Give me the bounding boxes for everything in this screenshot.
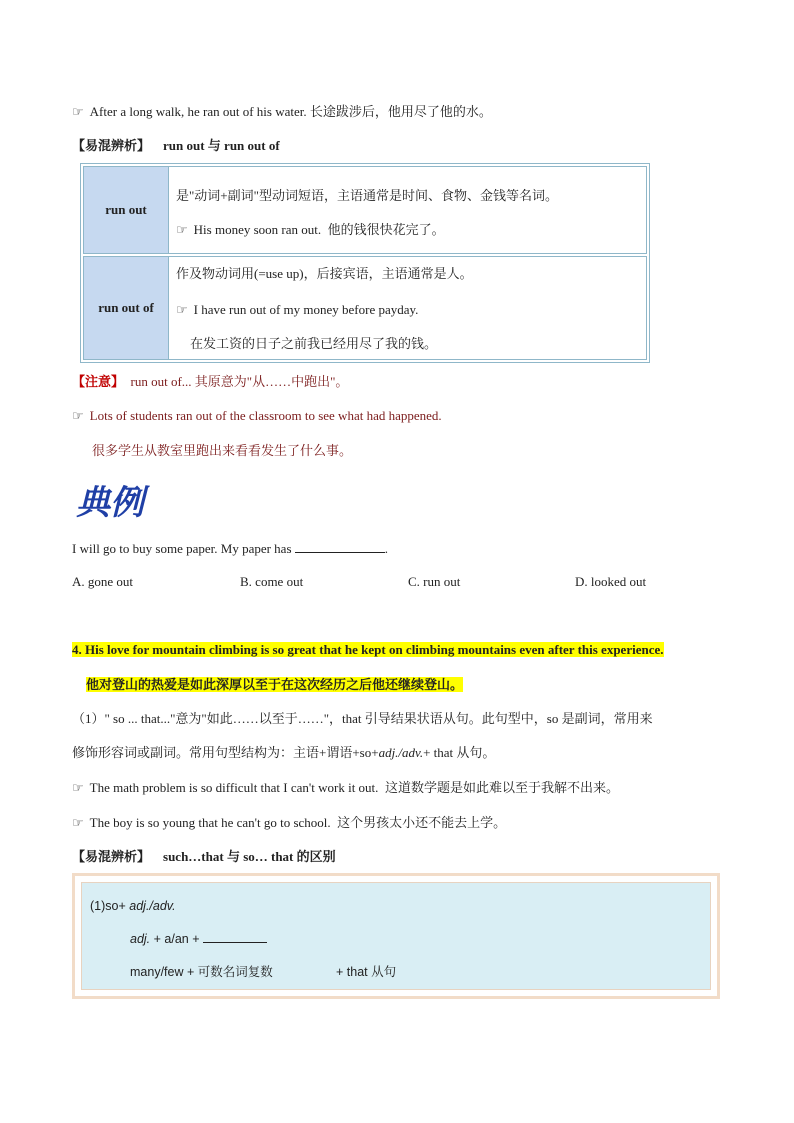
- example-1: ☞ The math problem is so difficult that I can't work it out. 这道数学题是如此难以至于我解不出来。: [72, 780, 619, 796]
- confuse-heading: 【易混辨析】 run out 与 run out of: [72, 138, 280, 153]
- comparison-table: [80, 163, 650, 363]
- row-content: 是"动词+副词"型动词短语，主语通常是时间、食物、金钱等名词。 ☞ His money soon ran out. 他的钱很快花完了。: [176, 188, 558, 238]
- example-sentence: ☞ After a long walk, he ran out of his water. 长途跋涉后，他用尽了他的水。: [72, 104, 492, 120]
- note-example: ☞ Lots of students ran out of the classroom to see what had happened.: [72, 408, 442, 424]
- pointing-hand-icon: ☞: [72, 105, 84, 120]
- note-line: 【注意】 run out of... 其原意为"从……中跑出"。: [72, 374, 349, 389]
- confuse-heading-2: 【易混辨析】 such…that 与 so… that 的区别: [72, 849, 336, 864]
- svg-text:典例: 典例: [76, 483, 144, 523]
- example-2: ☞ The boy is so young that he can't go to school. 这个男孩太小还不能去上学。: [72, 815, 507, 831]
- question-stem: I will go to buy some paper. My paper has .: [72, 541, 389, 556]
- table-row: [83, 256, 647, 360]
- row-label: run out of: [84, 257, 169, 359]
- note-translation: 很多学生从教室里跑出来看看发生了什么事。: [92, 443, 353, 458]
- pointing-hand-icon: ☞: [72, 816, 84, 831]
- explanation-line-1: （1）" so ... that..."意为"如此……以至于……"，that 引导结果状语从句。此句型中，so 是副词，常用来: [72, 711, 653, 726]
- table-row: [83, 166, 647, 254]
- option-d: D. looked out: [575, 574, 647, 589]
- row-label: run out: [84, 167, 169, 253]
- option-b: B. come out: [240, 574, 304, 589]
- pointing-hand-icon: ☞: [72, 781, 84, 796]
- option-c: C. run out: [408, 574, 461, 589]
- example-logo: [74, 478, 154, 524]
- pointing-hand-icon: ☞: [176, 223, 188, 238]
- answer-blank: [295, 539, 385, 553]
- pointing-hand-icon: ☞: [72, 409, 84, 424]
- row-content: 作及物动词用(=use up)，后接宾语，主语通常是人。 ☞ I have run out of my money before payday. 在发工资的日子之前我已经用尽了我的钱。: [176, 266, 473, 351]
- section-translation: 他对登山的热爱是如此深厚以至于在这次经历之后他还继续登山。: [86, 677, 464, 692]
- structure-box: (1)so+ adj./adv. adj. + a/an + many/few + 可数名词复数 + that 从句: [72, 873, 720, 999]
- explanation-line-2: 修饰形容词或副词。常用句型结构为：主语+谓语+so+adj./adv.+ that 从句。: [72, 745, 496, 760]
- section-heading: 4. His love for mountain climbing is so great that he kept on climbing mountains even after this experience.: [72, 642, 664, 657]
- structure-blank: [203, 929, 267, 943]
- option-a: A. gone out: [72, 574, 134, 589]
- pointing-hand-icon: ☞: [176, 303, 188, 318]
